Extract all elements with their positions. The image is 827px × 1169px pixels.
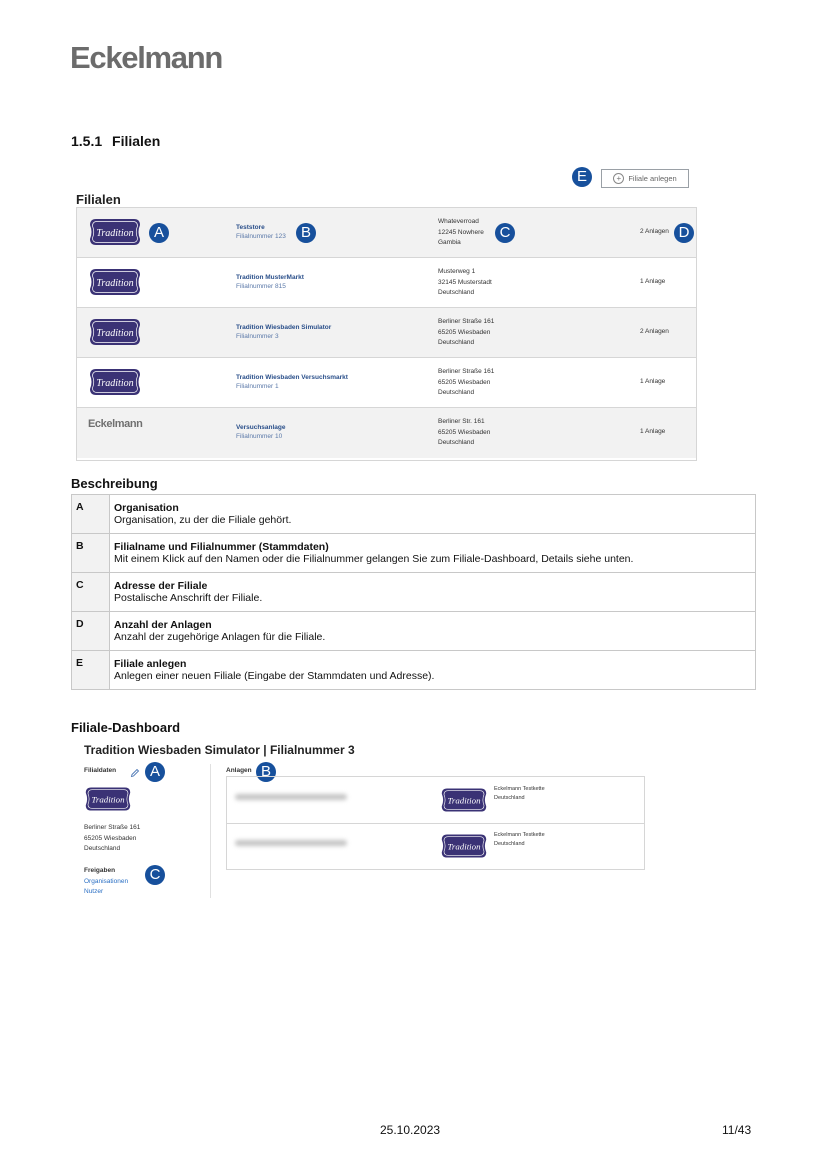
- branch-list-title: Filialen: [76, 192, 121, 207]
- description-row: [72, 612, 756, 651]
- logo-text: Tradition: [96, 328, 134, 339]
- system-count: 1 Anlage: [640, 428, 666, 435]
- description-value: [110, 534, 756, 573]
- dashboard-title: Tradition Wiesbaden Simulator | Filialnummer 3: [84, 743, 355, 757]
- address-line: 65205 Wiesbaden: [438, 328, 491, 336]
- description-key: D: [72, 612, 110, 651]
- marker-c: C: [145, 865, 165, 885]
- create-branch-label: Filiale anlegen: [628, 174, 677, 183]
- system-count: 2 Anlagen: [640, 328, 669, 335]
- branch-row[interactable]: [77, 308, 696, 358]
- system-org: Eckelmann Testkette: [494, 786, 545, 792]
- address-line: 65205 Wiesbaden: [438, 378, 491, 386]
- address-line: Berliner Str. 161: [438, 418, 485, 425]
- address-line: Whateverroad: [438, 218, 479, 225]
- logo-text: Tradition: [96, 278, 134, 289]
- description-title: Anzahl der Anlagen: [114, 619, 212, 631]
- branch-list-screenshot: [72, 164, 698, 464]
- branch-row[interactable]: [77, 208, 696, 258]
- description-table: [71, 494, 756, 690]
- eckelmann-brand-logo: Eckelmann: [70, 40, 222, 75]
- address-line: Deutschland: [84, 845, 121, 852]
- branch-address: [438, 267, 492, 299]
- address-line: Musterweg 1: [438, 268, 476, 275]
- branch-address: [84, 823, 140, 855]
- system-count: 1 Anlage: [640, 378, 666, 385]
- system-country: Deutschland: [494, 841, 525, 847]
- description-title: Organisation: [114, 502, 179, 514]
- section-heading: [71, 133, 160, 149]
- pencil-edit-icon[interactable]: [130, 765, 140, 775]
- logo-text: Tradition: [91, 794, 125, 805]
- description-key: B: [72, 534, 110, 573]
- branch-number-link[interactable]: Filialnummer 10: [236, 433, 283, 440]
- system-row[interactable]: [227, 823, 644, 869]
- logo-text: Tradition: [96, 378, 134, 389]
- tradition-logo: [440, 786, 488, 814]
- description-title: Filialname und Filialnummer (Stammdaten): [114, 541, 329, 553]
- system-count: 2 Anlagen: [640, 228, 669, 235]
- address-line: Gambia: [438, 239, 461, 246]
- plus-circle-icon: +: [613, 173, 624, 184]
- address-line: Berliner Straße 161: [438, 368, 495, 375]
- system-row[interactable]: [227, 777, 644, 824]
- eckelmann-org-logo: Eckelmann: [88, 418, 143, 430]
- description-text: Postalische Anschrift der Filiale.: [114, 592, 263, 604]
- tradition-logo: [88, 217, 142, 247]
- system-owner: [494, 785, 545, 803]
- branch-name-link[interactable]: Versuchsanlage: [236, 424, 286, 431]
- redacted-system-id: [235, 840, 347, 846]
- tradition-logo: [84, 785, 132, 813]
- tradition-logo: [88, 367, 142, 397]
- branch-name-link[interactable]: Tradition Wiesbaden Simulator: [236, 324, 332, 331]
- description-title: Filiale anlegen: [114, 658, 187, 670]
- dashboard-screenshot: [82, 740, 652, 905]
- address-line: Berliner Straße 161: [84, 824, 141, 831]
- footer-page-number: 11/43: [722, 1123, 752, 1137]
- description-value: [110, 651, 756, 690]
- address-line: 12245 Nowhere: [438, 228, 484, 236]
- branch-table: [76, 207, 697, 461]
- marker-a: A: [149, 223, 169, 243]
- create-branch-button[interactable]: [601, 169, 689, 188]
- branch-address: [438, 317, 494, 349]
- tradition-logo: [440, 832, 488, 860]
- section-number: 1.5.1: [71, 133, 103, 149]
- logo-text: Tradition: [447, 795, 481, 806]
- address-line: Deutschland: [438, 339, 475, 346]
- branch-row[interactable]: [77, 258, 696, 308]
- branch-number-link[interactable]: Filialnummer 815: [236, 283, 286, 290]
- address-line: Deutschland: [438, 389, 475, 396]
- description-text: Anlegen einer neuen Filiale (Eingabe der Stammdaten und Adresse).: [114, 670, 435, 682]
- description-key: A: [72, 495, 110, 534]
- description-key: E: [72, 651, 110, 690]
- marker-b: B: [256, 762, 276, 782]
- systems-list: [226, 776, 645, 870]
- system-country: Deutschland: [494, 795, 525, 801]
- description-row: [72, 573, 756, 612]
- branch-number-link[interactable]: Filialnummer 1: [236, 383, 279, 390]
- marker-e: E: [572, 167, 592, 187]
- branch-name-link[interactable]: Tradition MusterMarkt: [236, 274, 304, 281]
- marker-d: D: [674, 223, 694, 243]
- description-row: [72, 651, 756, 690]
- branch-row[interactable]: [77, 408, 696, 458]
- branch-number-link[interactable]: Filialnummer 123: [236, 233, 286, 240]
- description-title: Adresse der Filiale: [114, 580, 208, 592]
- address-line: 32145 Musterstadt: [438, 278, 492, 286]
- redacted-system-id: [235, 794, 347, 800]
- description-row: [72, 534, 756, 573]
- description-text: Anzahl der zugehörige Anlagen für die Filiale.: [114, 631, 326, 643]
- description-row: [72, 495, 756, 534]
- description-value: [110, 495, 756, 534]
- address-line: Deutschland: [438, 439, 475, 446]
- branch-address: [438, 217, 484, 249]
- systems-label: Anlagen: [226, 767, 252, 774]
- description-text: Mit einem Klick auf den Namen oder die Filialnummer gelangen Sie zum Filiale-Dashboard, Details siehe unten.: [114, 553, 634, 565]
- sharing-label: Freigaben: [84, 867, 116, 874]
- marker-c: C: [495, 223, 515, 243]
- users-link[interactable]: Nutzer: [84, 888, 104, 895]
- system-count: 1 Anlage: [640, 278, 666, 285]
- description-heading: Beschreibung: [71, 476, 158, 491]
- description-key: C: [72, 573, 110, 612]
- marker-a: A: [145, 762, 165, 782]
- branch-address: [438, 417, 490, 449]
- branch-address: [438, 367, 494, 399]
- address-line: 65205 Wiesbaden: [84, 834, 137, 842]
- branch-number-link[interactable]: Filialnummer 3: [236, 333, 279, 340]
- marker-b: B: [296, 223, 316, 243]
- column-divider: [210, 764, 211, 898]
- branch-name-link[interactable]: Teststore: [236, 224, 265, 231]
- system-owner: [494, 831, 545, 849]
- tradition-logo: [88, 317, 142, 347]
- branch-row[interactable]: [77, 358, 696, 408]
- logo-text: Tradition: [447, 841, 481, 852]
- description-value: [110, 573, 756, 612]
- footer-date: 25.10.2023: [380, 1123, 441, 1137]
- address-line: Berliner Straße 161: [438, 318, 495, 325]
- branch-data-label: Filialdaten: [84, 767, 117, 774]
- dashboard-heading: Filiale-Dashboard: [71, 720, 181, 735]
- tradition-logo: [88, 267, 142, 297]
- description-value: [110, 612, 756, 651]
- address-line: Deutschland: [438, 289, 475, 296]
- organisations-link[interactable]: Organisationen: [84, 878, 129, 885]
- address-line: 65205 Wiesbaden: [438, 428, 491, 436]
- description-text: Organisation, zu der die Filiale gehört.: [114, 514, 292, 526]
- section-title: Filialen: [112, 133, 161, 149]
- branch-name-link[interactable]: Tradition Wiesbaden Versuchsmarkt: [236, 374, 348, 381]
- system-org: Eckelmann Testkette: [494, 832, 545, 838]
- logo-text: Tradition: [96, 228, 134, 239]
